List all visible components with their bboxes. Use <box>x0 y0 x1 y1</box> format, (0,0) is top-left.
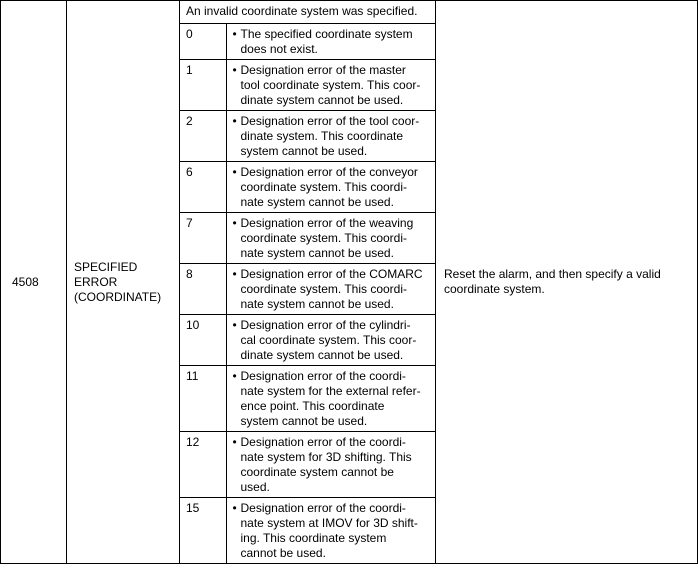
alarm-row <box>1 1 698 564</box>
description-line: nate system at IMOV for 3D shift- <box>240 516 418 530</box>
description-line: Designation error of the master <box>240 63 406 77</box>
alarm-message <box>67 1 180 564</box>
description-line: does not exist. <box>240 42 318 56</box>
description-line: system cannot be used. <box>240 144 368 158</box>
alarm-message-line: SPECIFIED <box>74 259 138 274</box>
sub-description <box>226 498 436 564</box>
sub-code: 10 <box>180 315 226 366</box>
alarm-code: 4508 <box>1 1 67 564</box>
bullet-glyph: • <box>232 114 237 128</box>
description-line: nate system cannot be used. <box>240 195 394 209</box>
sub-code: 8 <box>180 264 226 315</box>
description-line: Designation error of the tool coor- <box>240 114 420 128</box>
description-line: dinate system cannot be used. <box>240 348 404 362</box>
description-line: dinate system. This coordinate <box>240 129 404 143</box>
detail-subtable <box>180 1 436 563</box>
summary-row <box>180 1 436 24</box>
description-line: Designation error of the weaving <box>240 216 414 230</box>
detail-row <box>180 315 436 366</box>
sub-description <box>226 315 436 366</box>
sub-code: 6 <box>180 162 226 213</box>
sub-description <box>226 366 436 432</box>
description-line: The specified coordinate system <box>240 27 413 41</box>
description-line: dinate system cannot be used. <box>240 93 404 107</box>
description-line: ence point. This coordinate <box>240 399 385 413</box>
sub-description <box>226 432 436 498</box>
description-line: cal coordinate system. This coor- <box>240 333 417 347</box>
description-line: tool coordinate system. This coor- <box>240 78 421 92</box>
description-line: system cannot be used. <box>240 414 368 428</box>
sub-code: 1 <box>180 60 226 111</box>
alarm-message-line: ERROR <box>74 274 118 289</box>
bullet-glyph: • <box>232 165 237 179</box>
alarm-detail-cell <box>180 1 436 564</box>
description-line: nate system for 3D shifting. This <box>240 450 412 464</box>
description-line: coordinate system. This coordi- <box>240 231 408 245</box>
description-line: used. <box>240 480 270 494</box>
bullet-glyph: • <box>232 27 237 41</box>
sub-code: 0 <box>180 24 226 60</box>
detail-row <box>180 60 436 111</box>
description-line: ing. This coordinate system <box>240 531 387 545</box>
sub-code: 7 <box>180 213 226 264</box>
detail-row <box>180 24 436 60</box>
description-line: Designation error of the COMARC <box>240 267 423 281</box>
sub-description <box>226 24 436 60</box>
description-line: Designation error of the coordi- <box>240 435 406 449</box>
description-line: Designation error of the conveyor <box>240 165 418 179</box>
sub-code: 15 <box>180 498 226 564</box>
bullet-glyph: • <box>232 63 237 77</box>
description-line: coordinate system. This coordi- <box>240 282 408 296</box>
bullet-glyph: • <box>232 318 237 332</box>
detail-row <box>180 432 436 498</box>
detail-row <box>180 264 436 315</box>
description-line: nate system cannot be used. <box>240 246 394 260</box>
sub-description <box>226 213 436 264</box>
sub-description <box>226 264 436 315</box>
detail-row <box>180 213 436 264</box>
bullet-glyph: • <box>232 369 237 383</box>
sub-description <box>226 162 436 213</box>
sub-description <box>226 60 436 111</box>
description-line: coordinate system. This coordi- <box>240 180 408 194</box>
alarm-remedy: Reset the alarm, and then specify a valid coordinate system. <box>436 1 698 564</box>
sub-code: 11 <box>180 366 226 432</box>
description-line: Designation error of the coordi- <box>240 369 406 383</box>
description-line: Designation error of the coordi- <box>240 501 406 515</box>
sub-code: 12 <box>180 432 226 498</box>
description-line: nate system for the external refer- <box>240 384 421 398</box>
bullet-glyph: • <box>232 435 237 449</box>
description-line: cannot be used. <box>240 546 326 560</box>
detail-row <box>180 111 436 162</box>
sub-code: 2 <box>180 111 226 162</box>
description-line: nate system cannot be used. <box>240 297 394 311</box>
detail-row <box>180 162 436 213</box>
sub-description <box>226 111 436 162</box>
detail-row <box>180 498 436 564</box>
bullet-glyph: • <box>232 501 237 515</box>
alarm-message-line: (COORDINATE) <box>74 289 162 304</box>
bullet-glyph: • <box>232 267 237 281</box>
description-line: Designation error of the cylindri- <box>240 318 411 332</box>
bullet-glyph: • <box>232 216 237 230</box>
alarm-summary: An invalid coordinate system was specified. <box>180 1 436 24</box>
detail-row <box>180 366 436 432</box>
description-line: coordinate system cannot be <box>240 465 394 479</box>
